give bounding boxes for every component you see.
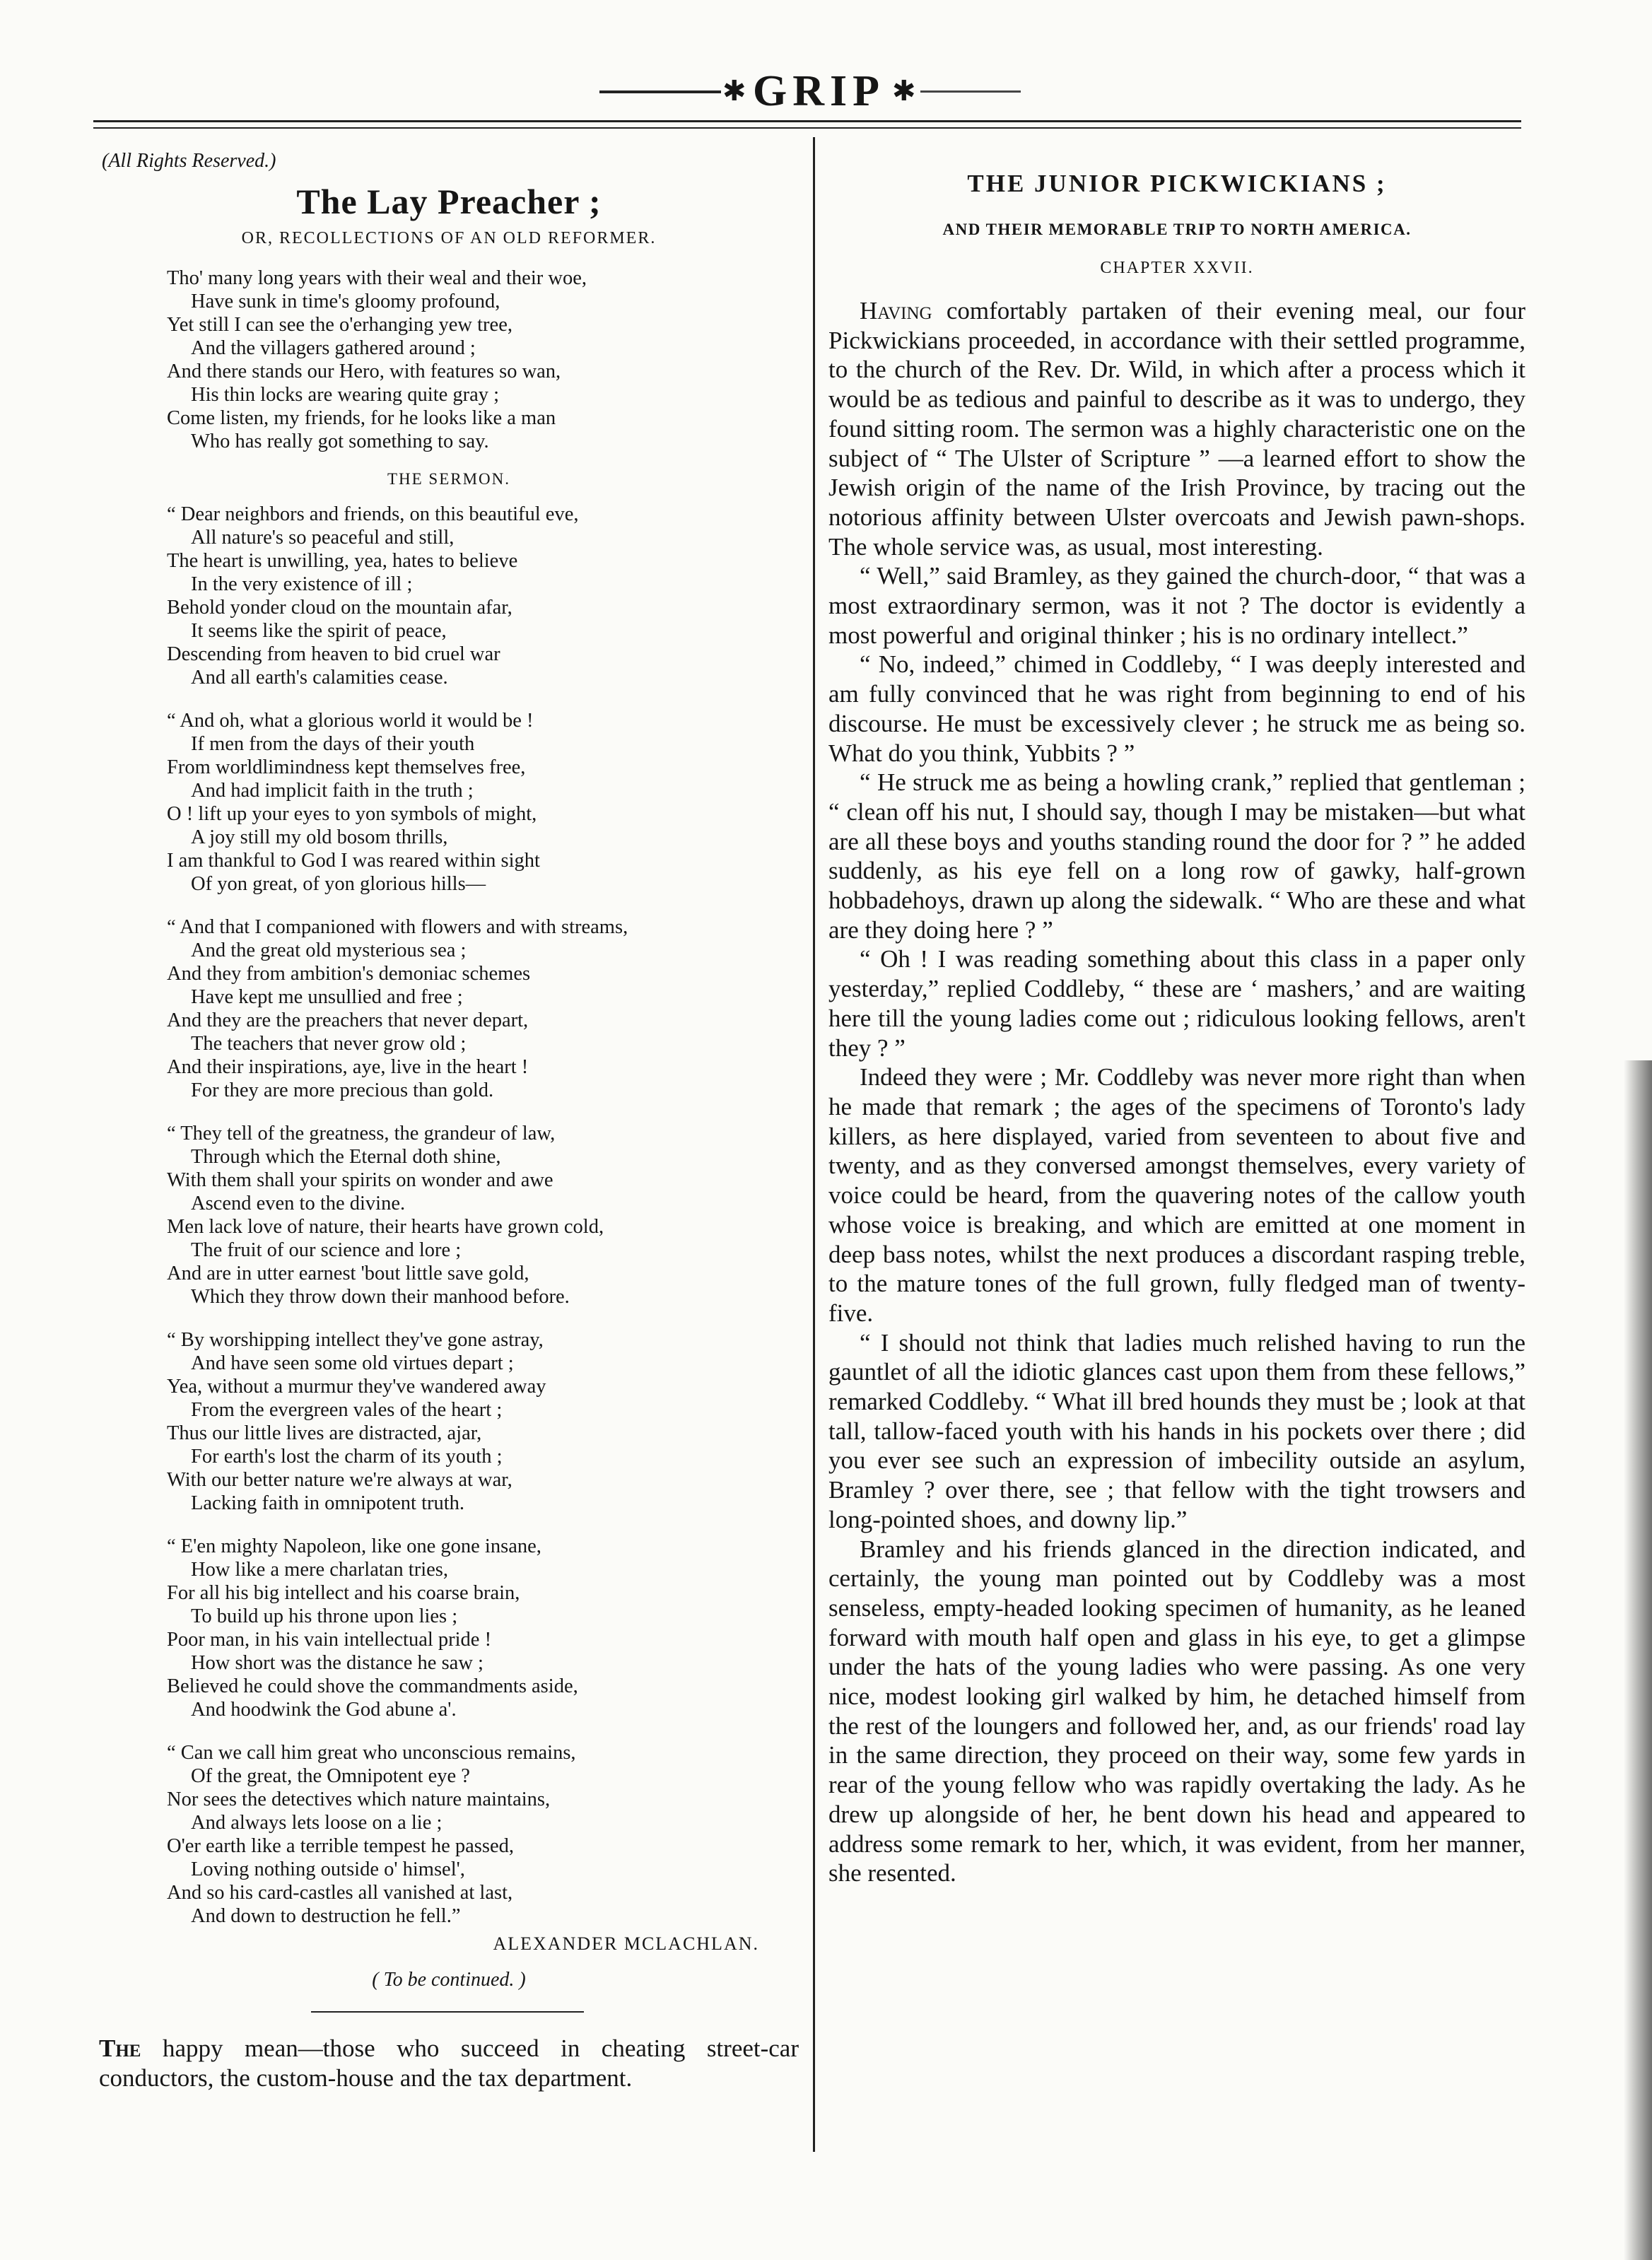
poem-line: How short was the distance he saw ; <box>191 1652 484 1674</box>
poem-line: Yea, without a murmur they've wandered away <box>167 1376 546 1398</box>
poem-line: The fruit of our science and lore ; <box>191 1239 462 1261</box>
sermon-stanzas <box>99 503 799 1928</box>
happy-mean-paragraph <box>99 2034 799 2093</box>
poem-line: And they are the preachers that never depart, <box>167 1009 529 1031</box>
poem-author: ALEXANDER MCLACHLAN. <box>493 1933 759 1954</box>
story-paragraph <box>828 296 1525 561</box>
poem-line: Tho' many long years with their weal and their woe, <box>167 267 587 289</box>
story-paragraph: “ He struck me as being a howling crank,” replied that gentleman ; “ clean off his nut, I should say, though I may be mistaken—but what are all these boys and youths standing round the door for ? ” he added suddenly, as his eye fell on a long row of gawky, half-grown hobbadehoys, drawn up along the sidewalk. “ Who are these and what are they doing here ? ” <box>828 768 1525 944</box>
story-paragraph: “ Well,” said Bramley, as they gained the church-door, “ that was a most extraordinary sermon, was it not ? The doctor is evidently a most powerful and original thinker ; his is no ordinary intellect.” <box>828 562 1525 649</box>
happy-text: happy mean—those who succeed in cheating street-car conductors, the custom-house and the tax department. <box>99 2034 799 2092</box>
poem-line: With them shall your spirits on wonder and awe <box>167 1169 553 1191</box>
sermon-stanza <box>167 1328 799 1515</box>
poem-intro-stanza <box>167 267 799 453</box>
star-ornament-icon: ✱ <box>892 75 916 107</box>
poem-line: “ And that I companioned with flowers and with streams, <box>167 916 628 938</box>
poem-line: Of the great, the Omnipotent eye ? <box>191 1765 470 1787</box>
poem-line: For they are more precious than gold. <box>191 1079 494 1101</box>
left-column <box>99 150 799 2093</box>
story-text: comfortably partaken of their evening meal, our four Pickwickians proceeded, in accordance with their settled programme, to the church of the Rev. Dr. Wild, in which after a process which it would be as tedious and painful to describe as it was to undergo, they found sitting room. The sermon was a highly characteristic one on the subject of “ The Ulster of Scripture ” —a learned effort to show the Jewish origin of the name of the Irish Province, by tracing out the notorious affinity between Ulster overcoats and Jewish pawn-shops. The whole service was, as usual, most interesting. <box>828 297 1525 561</box>
section-rule <box>311 2011 584 2013</box>
masthead-rule-left <box>599 90 721 93</box>
right-column <box>828 170 1525 1888</box>
star-ornament-icon: ✱ <box>722 75 746 107</box>
continued-note: ( To be continued. ) <box>372 1969 526 1991</box>
poem-line: Come listen, my friends, for he looks like a man <box>167 407 556 429</box>
poem-line: And have seen some old virtues depart ; <box>191 1352 514 1374</box>
column-divider <box>813 137 815 2152</box>
poem-line: And their inspirations, aye, live in the heart ! <box>167 1056 529 1078</box>
poem-line: And the villagers gathered around ; <box>191 337 476 359</box>
story-paragraph: “ No, indeed,” chimed in Coddleby, “ I was deeply interested and am fully convinced that he was right from beginning to end of his discourse. He must be excessively clever ; he struck me as being so. What do you think, Yubbits ? ” <box>828 650 1525 767</box>
poem-line: “ Dear neighbors and friends, on this beautiful eve, <box>167 503 579 525</box>
poem-line: “ They tell of the greatness, the grandeur of law, <box>167 1123 556 1144</box>
poem-line: Who has really got something to say. <box>191 431 489 452</box>
sermon-stanza <box>167 1535 799 1721</box>
story-paragraph: “ Oh ! I was reading something about this class in a paper only yesterday,” replied Coddleby, “ these are ‘ mashers,’ and are waiting here till the young ladies come out ; ridiculous looking fellows, aren't they ? ” <box>828 945 1525 1062</box>
story-paragraph: “ I should not think that ladies much relished having to run the gauntlet of all the idiotic glances cast upon them from these fellows,” remarked Coddleby. “ What ill bred hounds they must be ; look at that tall, tallow-faced youth with his hands in his pockets over there ; did you ever see such an expression of imbecility outside an asylum, Bramley ? over there, see ; that fellow with the tight trowsers and long-pointed shoes, and downy lip.” <box>828 1328 1525 1533</box>
poem-line: In the very existence of ill ; <box>191 573 413 595</box>
poem-line: And all earth's calamities cease. <box>191 667 448 689</box>
poem-line: And hoodwink the God abune a'. <box>191 1699 457 1721</box>
poem-line: For all his big intellect and his coarse brain, <box>167 1582 520 1604</box>
poem-line: “ And oh, what a glorious world it would be ! <box>167 710 534 732</box>
masthead-rule-right <box>920 90 1021 93</box>
poem-line: If men from the days of their youth <box>191 733 475 755</box>
poem-line: “ By worshipping intellect they've gone astray, <box>167 1329 544 1351</box>
poem-line: Lacking faith in omnipotent truth. <box>191 1492 465 1514</box>
story-paragraph: Indeed they were ; Mr. Coddleby was never more right than when he made that remark ; the ages of the specimens of Toronto's lady killers, as here displayed, varied from seventeen to about five and twenty, and as they conversed amongst themselves, every variety of voice could be heard, from the quavering notes of the callow youth whose voice is breaking, and which are emitted at one moment in deep bass notes, whilst the next produces a discordant rasping treble, to the mature tones of the full grown, fully fledged man of twenty-five. <box>828 1063 1525 1327</box>
poem-line: With our better nature we're always at war, <box>167 1469 512 1491</box>
poem-line: “ E'en mighty Napoleon, like one gone insane, <box>167 1535 541 1557</box>
happy-first-word: The <box>99 2034 141 2062</box>
poem-subtitle: OR, RECOLLECTIONS OF AN OLD REFORMER. <box>241 229 657 247</box>
poem-line: The teachers that never grow old ; <box>191 1033 467 1055</box>
rights-notice: (All Rights Reserved.) <box>102 150 276 172</box>
poem-line: Nor sees the detectives which nature maintains, <box>167 1788 551 1810</box>
poem-line: Thus our little lives are distracted, ajar, <box>167 1422 482 1444</box>
story-subtitle: AND THEIR MEMORABLE TRIP TO NORTH AMERICA. <box>942 221 1412 238</box>
poem-line: O'er earth like a terrible tempest he passed, <box>167 1835 515 1857</box>
story-first-word: Having <box>860 297 932 324</box>
poem-line: The heart is unwilling, yea, hates to believe <box>167 550 518 572</box>
poem-line: “ Can we call him great who unconscious remains, <box>167 1742 576 1764</box>
poem-line: And so his card-castles all vanished at last, <box>167 1882 513 1904</box>
story-body <box>828 296 1525 1888</box>
poem-line: Behold yonder cloud on the mountain afar, <box>167 597 512 619</box>
sermon-stanza <box>167 1122 799 1308</box>
poem-line: Ascend even to the divine. <box>191 1193 406 1214</box>
poem-line: A joy still my old bosom thrills, <box>191 826 448 848</box>
poem-line: And there stands our Hero, with features so wan, <box>167 361 561 382</box>
poem-line: And had implicit faith in the truth ; <box>191 780 474 802</box>
poem-line: How like a mere charlatan tries, <box>191 1559 449 1581</box>
sermon-stanza <box>167 1741 799 1928</box>
poem-line: O ! lift up your eyes to yon symbols of might, <box>167 803 537 825</box>
masthead-title: GRIP <box>753 67 885 115</box>
chapter-number: CHAPTER XXVII. <box>1100 259 1254 277</box>
poem-title: The Lay Preacher ; <box>296 182 602 221</box>
sermon-stanza <box>167 709 799 896</box>
sermon-stanza <box>167 503 799 689</box>
poem-line: His thin locks are wearing quite gray ; <box>191 384 500 406</box>
poem-line: Poor man, in his vain intellectual pride ! <box>167 1629 492 1651</box>
poem-line: Believed he could shove the commandments aside, <box>167 1675 578 1697</box>
poem-line: All nature's so peaceful and still, <box>191 527 455 549</box>
poem-line: Which they throw down their manhood before. <box>191 1286 570 1308</box>
poem-line: And the great old mysterious sea ; <box>191 939 467 961</box>
poem-line: And they from ambition's demoniac schemes <box>167 963 531 985</box>
poem-line: It seems like the spirit of peace, <box>191 620 447 642</box>
poem-line: Loving nothing outside o' himsel', <box>191 1858 465 1880</box>
sermon-heading: THE SERMON. <box>387 470 511 488</box>
header-rule <box>93 127 1521 129</box>
poem-line: Have kept me unsullied and free ; <box>191 986 463 1008</box>
poem-line: Yet still I can see the o'erhanging yew tree, <box>167 314 512 336</box>
masthead <box>0 69 1652 119</box>
poem-line: From the evergreen vales of the heart ; <box>191 1399 503 1421</box>
poem-line: Through which the Eternal doth shine, <box>191 1146 501 1168</box>
poem-line: Have sunk in time's gloomy profound, <box>191 291 500 312</box>
poem-line: Men lack love of nature, their hearts have grown cold, <box>167 1216 604 1238</box>
poem-line: And always lets loose on a lie ; <box>191 1812 443 1834</box>
story-paragraph: Bramley and his friends glanced in the direction indicated, and certainly, the young man pointed out by Coddleby was a most senseless, empty-headed looking specimen of humanity, as he leaned forward with mouth half open and glass in his eye, to get a glimpse under the hats of the young ladies who were passing. As one very nice, modest looking girl walked by him, he detached himself from the rest of the loungers and followed her, and, as our friends' road lay in the same direction, they proceed on their way, some few yards in rear of the young fellow who was rapidly overtaking the lady. As he drew up alongside of her, he bent down his head and appeared to address some remark to her, which, it was evident, from her manner, she resented. <box>828 1535 1525 1887</box>
poem-line: From worldlimindness kept themselves free, <box>167 756 526 778</box>
poem-line: I am thankful to God I was reared within sight <box>167 850 540 872</box>
poem-line: And are in utter earnest 'bout little save gold, <box>167 1263 529 1284</box>
sermon-stanza <box>167 915 799 1102</box>
poem-line: For earth's lost the charm of its youth ; <box>191 1446 503 1468</box>
poem-line: Descending from heaven to bid cruel war <box>167 643 500 665</box>
poem-line: To build up his throne upon lies ; <box>191 1605 458 1627</box>
page-edge-shadow <box>1624 1060 1652 2260</box>
poem-line: And down to destruction he fell.” <box>191 1905 461 1927</box>
poem-line: Of yon great, of yon glorious hills— <box>191 873 486 895</box>
header-rule <box>93 120 1521 122</box>
story-title: THE JUNIOR PICKWICKIANS ; <box>967 170 1387 197</box>
